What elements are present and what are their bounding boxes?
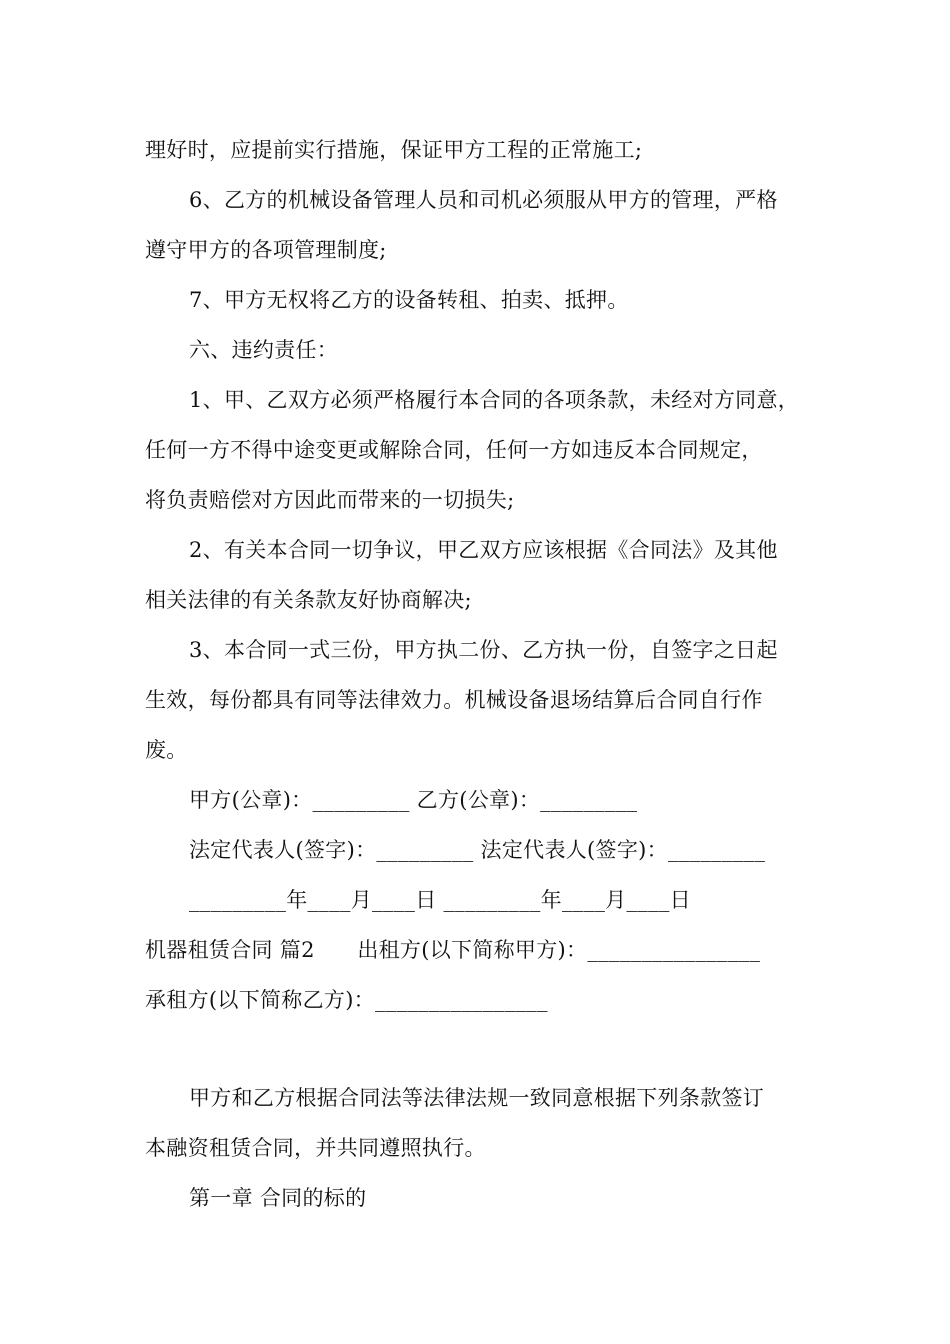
seal-line: 甲方(公章)：_________ 乙方(公章)：_________ bbox=[189, 788, 638, 812]
date-line: _________年____月____日 _________年____月____日 bbox=[189, 888, 691, 912]
lessee-line: 承租方(以下简称乙方)：________________ bbox=[145, 988, 548, 1012]
contract-title-line: 机器租赁合同 篇2 出租方(以下简称甲方)：________________ bbox=[145, 938, 761, 962]
clause-7: 7、甲方无权将乙方的设备转租、拍卖、抵押。 bbox=[189, 288, 629, 312]
paragraph-line: 理好时，应提前实行措施，保证甲方工程的正常施工; bbox=[145, 138, 643, 162]
paragraph-line: 废。 bbox=[145, 738, 188, 762]
paragraph-line: 任何一方不得中途变更或解除合同，任何一方如违反本合同规定， bbox=[145, 438, 763, 462]
representative-signature-line: 法定代表人(签字)：_________ 法定代表人(签字)：_________ bbox=[189, 838, 766, 862]
breach-clause-1: 1、甲、乙双方必须严格履行本合同的各项条款，未经对方同意， bbox=[189, 388, 800, 412]
chapter-heading: 第一章 合同的标的 bbox=[189, 1186, 367, 1210]
breach-clause-2: 2、有关本合同一切争议，甲乙双方应该根据《合同法》及其他 bbox=[189, 538, 778, 562]
paragraph-line: 生效，每份都具有同等法律效力。机械设备退场结算后合同自行作 bbox=[145, 688, 763, 712]
preamble-line: 甲方和乙方根据合同法等法律法规一致同意根据下列条款签订 bbox=[189, 1086, 765, 1110]
section-heading-breach: 六、违约责任： bbox=[189, 338, 339, 362]
paragraph-line: 相关法律的有关条款友好协商解决; bbox=[145, 588, 472, 612]
paragraph-line: 遵守甲方的各项管理制度; bbox=[145, 238, 387, 262]
breach-clause-3: 3、本合同一式三份，甲方执二份、乙方执一份，自签字之日起 bbox=[189, 638, 778, 662]
paragraph-line: 本融资租赁合同，并共同遵照执行。 bbox=[145, 1136, 486, 1160]
paragraph-line: 将负责赔偿对方因此而带来的一切损失; bbox=[145, 488, 515, 512]
clause-6: 6、乙方的机械设备管理人员和司机必须服从甲方的管理，严格 bbox=[189, 188, 778, 212]
